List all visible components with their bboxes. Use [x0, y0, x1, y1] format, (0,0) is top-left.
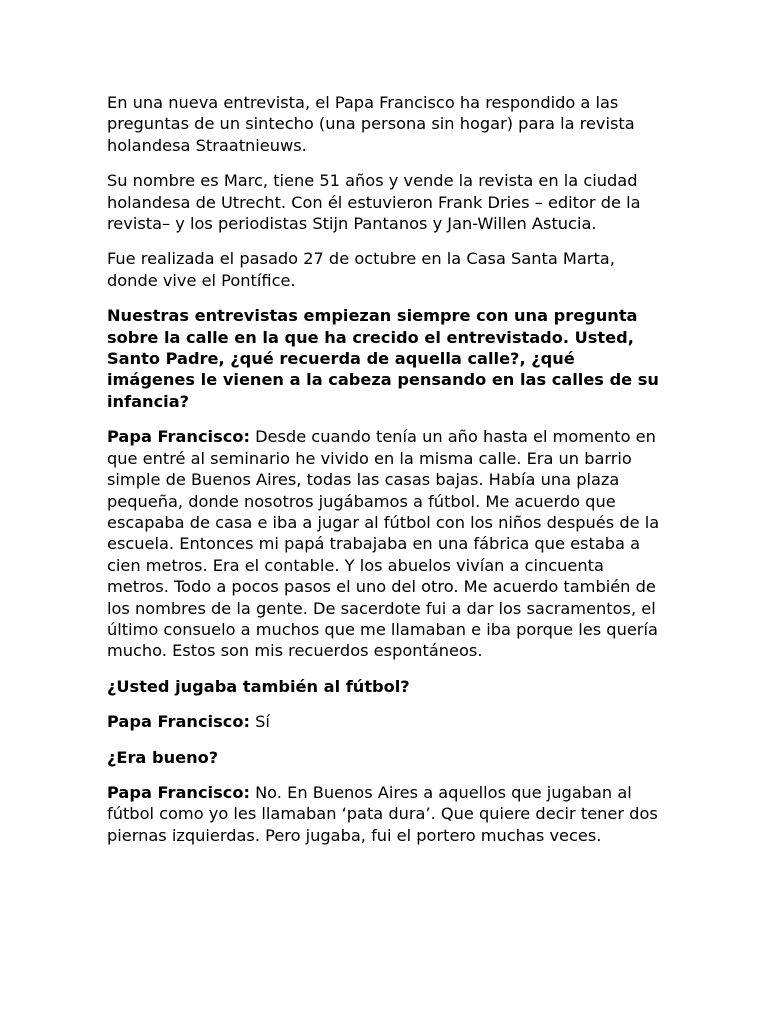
interview-question: ¿Usted jugaba también al fútbol?	[107, 676, 410, 696]
answer-text: Desde cuando tenía un año hasta el momento en que entré al seminario he vivido en la misma calle. Era un barrio simple de Buenos Aires, todas las casas bajas. Había una plaza pequeña, donde nosotros jugábamos a fútbol. Me acuerdo que escapaba de casa e iba a jugar al fútbol con los niños después de la escuela. Entonces mi papá trabajaba en una fábrica que estaba a cien metros. Era el contable. Y los abuelos vivían a cincuenta metros. Todo a pocos pasos el uno del otro. Me acuerdo también de los nombres de la gente. De sacerdote fui a dar los sacramentos, el último consuelo a muchos que me llamaban e iba porque les quería mucho. Estos son mis recuerdos espontáneos.	[107, 427, 660, 661]
interview-answer	[107, 426, 667, 661]
date-paragraph: Fue realizada el pasado 27 de octubre en la Casa Santa Marta, donde vive el Pontífice.	[107, 249, 615, 290]
interview-answer	[107, 711, 667, 732]
answer-text: Sí	[249, 712, 270, 732]
speaker-label: Papa Francisco:	[107, 427, 250, 447]
intro-paragraph: En una nueva entrevista, el Papa Francisco ha respondido a las preguntas de un sintecho (una persona sin hogar) para la revista holandesa Straatnieuws.	[107, 93, 635, 155]
speaker-label: Papa Francisco:	[107, 712, 250, 732]
answer-text: No. En Buenos Aires a aquellos que jugaban al fútbol como yo les llamaban ‘pata dura’. Que quiere decir tener dos piernas izquierdas. Pero jugaba, fui el portero muchas veces.	[107, 782, 658, 845]
interview-answer	[107, 782, 667, 846]
context-paragraph: Su nombre es Marc, tiene 51 años y vende la revista en la ciudad holandesa de Utrecht. Con él estuvieron Frank Dries – editor de la revista– y los periodistas Stijn Pantanos y Jan-Willen Astucia.	[107, 171, 641, 234]
speaker-label: Papa Francisco:	[107, 782, 250, 802]
interview-question: Nuestras entrevistas empiezan siempre con una pregunta sobre la calle en la que ha crecido el entrevistado. Usted, Santo Padre, ¿qué recuerda de aquella calle?, ¿qué imágenes le vienen a la cabeza pensando en las calles de su infancia?	[107, 306, 659, 411]
interview-question: ¿Era bueno?	[107, 747, 219, 767]
document-page	[107, 92, 667, 860]
